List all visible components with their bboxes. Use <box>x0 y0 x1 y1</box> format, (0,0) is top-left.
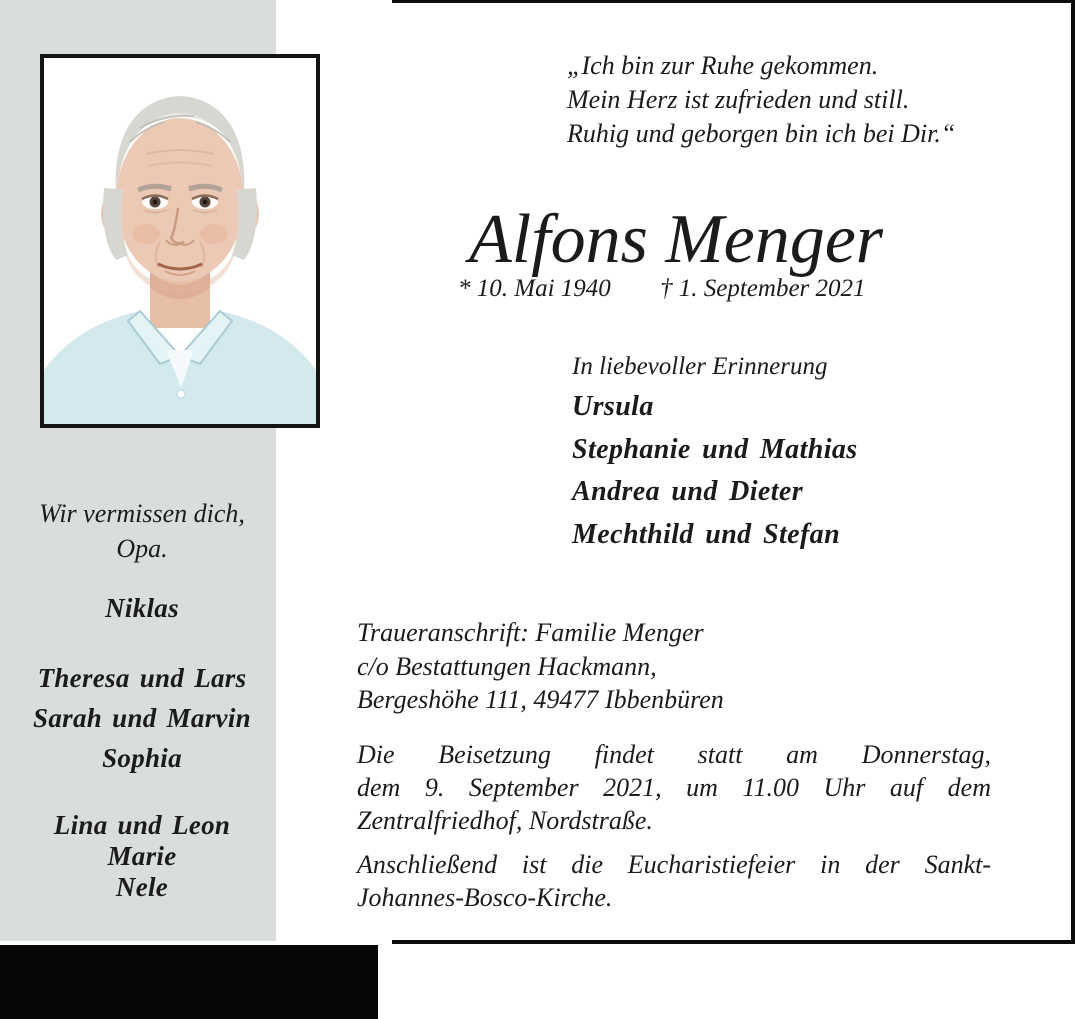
mourning-address <box>357 616 724 717</box>
adjacent-ad-black-block <box>0 945 378 1019</box>
service-info-paragraph <box>357 848 991 914</box>
memorial-quote <box>567 49 955 151</box>
service-line: Anschließend ist die Eucharistiefeier in der Sankt- <box>357 850 991 879</box>
memorial-intro: In liebevoller Erinnerung <box>572 353 828 380</box>
farewell-message <box>2 496 282 566</box>
mourner-name: Ursula <box>572 391 654 422</box>
mourners-list <box>572 386 858 556</box>
right-border-rule <box>1071 0 1075 944</box>
mourner-name: Sarah und Marvin <box>33 703 251 733</box>
mourner-name: Nele <box>115 872 169 902</box>
burial-line: dem 9. September 2021, um 11.00 Uhr auf dem <box>357 773 991 802</box>
burial-line: Die Beisetzung findet statt am Donnerstag, <box>357 740 991 769</box>
quote-line: „Ich bin zur Ruhe gekommen. <box>567 51 879 80</box>
address-line: c/o Bestattungen Hackmann, <box>357 651 657 681</box>
farewell-line: Opa. <box>116 534 168 563</box>
mourner-name: Mechthild und Stefan <box>572 518 841 550</box>
grandchildren-group-2 <box>2 658 282 778</box>
quote-line: Ruhig und geborgen bin ich bei Dir.“ <box>567 119 956 148</box>
mourner-name: Marie <box>107 841 177 871</box>
death-date: † 1. September 2021 <box>660 275 866 302</box>
address-line: Bergeshöhe 111, 49477 Ibbenbüren <box>357 685 724 714</box>
birth-date: * 10. Mai 1940 <box>458 275 611 302</box>
burial-line: Zentralfriedhof, Nordstraße. <box>357 806 653 835</box>
deceased-name: Alfons Menger <box>468 201 884 278</box>
mourner-name: Stephanie und Mathias <box>572 433 858 465</box>
grandchildren-group-1 <box>2 592 282 624</box>
mourner-name: Lina und Leon <box>53 810 231 840</box>
portrait-illustration <box>44 58 316 424</box>
mourner-name: Theresa und Lars <box>37 663 247 693</box>
bottom-border-rule <box>392 940 1075 944</box>
quote-line: Mein Herz ist zufrieden und still. <box>567 85 910 114</box>
mourner-name: Andrea und Dieter <box>572 476 804 507</box>
mourner-name: Sophia <box>102 743 182 773</box>
address-line: Traueranschrift: Familie Menger <box>357 618 704 647</box>
service-line: Johannes-Bosco-Kirche. <box>357 883 613 912</box>
portrait-photo-frame <box>40 54 320 428</box>
top-border-rule <box>392 0 1075 3</box>
mourner-name: Niklas <box>105 593 179 623</box>
farewell-line: Wir vermissen dich, <box>39 499 245 528</box>
burial-info-paragraph <box>357 738 991 837</box>
grandchildren-group-3 <box>2 810 282 903</box>
